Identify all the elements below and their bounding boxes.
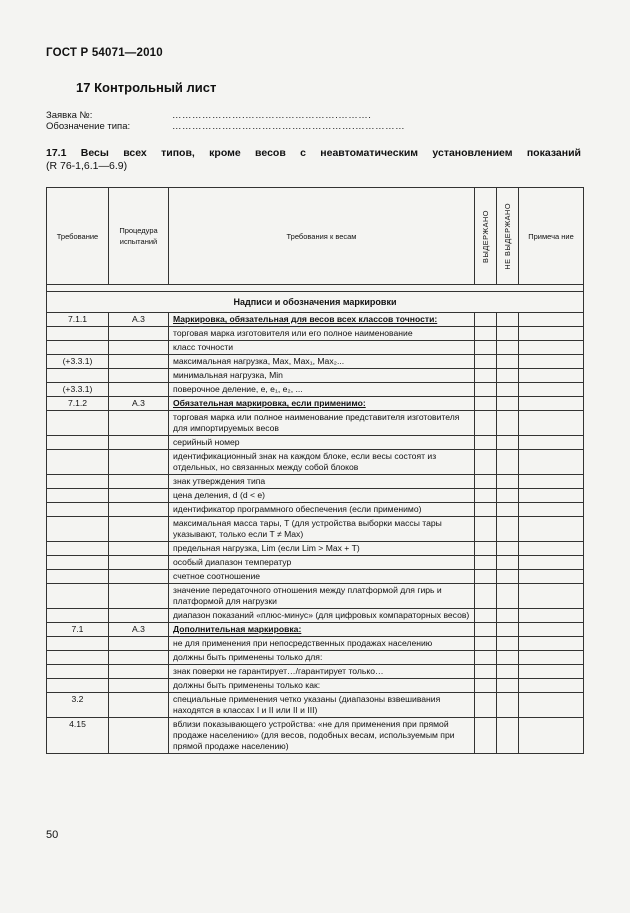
procedure-cell [109,665,169,679]
procedure-cell [109,355,169,369]
header-not-passed [497,188,519,285]
not-passed-cell[interactable] [497,651,519,665]
table-row [47,313,584,327]
note-cell[interactable] [519,503,584,517]
passed-cell[interactable] [475,651,497,665]
not-passed-cell[interactable] [497,436,519,450]
requirement-cell [47,679,109,693]
requirement-text-cell: счетное соотношение [169,570,475,584]
requirement-cell [47,651,109,665]
passed-cell[interactable] [475,475,497,489]
requirement-text-cell: максимальная масса тары, T (для устройства выборки массы тары указывают, только если T ≠ Max) [169,517,475,542]
requirement-cell: (+3.3.1) [47,383,109,397]
not-passed-cell[interactable] [497,637,519,651]
requirement-text-cell: идентификационный знак на каждом блоке, если весы состоят из отдельных, но связанных между собой блоков [169,450,475,475]
requirement-cell [47,570,109,584]
table-row [47,665,584,679]
not-passed-cell[interactable] [497,450,519,475]
header-note: Примеча ние [519,188,584,285]
passed-cell[interactable] [475,609,497,623]
requirement-text-cell: идентификатор программного обеспечения (если применимо) [169,503,475,517]
requirement-cell [47,584,109,609]
procedure-cell [109,503,169,517]
requirement-cell: 3.2 [47,693,109,718]
requirement-text-cell: не для применения при непосредственных продажах населению [169,637,475,651]
not-passed-cell[interactable] [497,503,519,517]
passed-cell[interactable] [475,383,497,397]
table-row [47,341,584,355]
requirement-cell: 4.15 [47,718,109,754]
requirement-text-cell: Обязательная маркировка, если применимо: [169,397,475,411]
note-cell[interactable] [519,489,584,503]
passed-cell[interactable] [475,665,497,679]
requirement-cell [47,475,109,489]
subtitle-word: установлением [432,147,513,159]
requirement-cell [47,542,109,556]
passed-cell[interactable] [475,355,497,369]
requirement-text-cell: Дополнительная маркировка: [169,623,475,637]
section-title: 17 Контрольный лист [76,80,217,95]
subsection-title-line1 [46,147,581,160]
note-cell[interactable] [519,570,584,584]
passed-cell[interactable] [475,584,497,609]
note-cell[interactable] [519,369,584,383]
subtitle-word: с [300,147,306,159]
procedure-cell [109,693,169,718]
subtitle-word: показаний [526,147,581,159]
not-passed-cell[interactable] [497,584,519,609]
passed-cell[interactable] [475,411,497,436]
requirement-text-cell: Маркировка, обязательная для весов всех классов точности: [169,313,475,327]
requirement-cell: (+3.3.1) [47,355,109,369]
not-passed-cell[interactable] [497,542,519,556]
note-cell[interactable] [519,313,584,327]
passed-cell[interactable] [475,327,497,341]
passed-cell[interactable] [475,556,497,570]
note-cell[interactable] [519,383,584,397]
passed-cell[interactable] [475,369,497,383]
table-row [47,679,584,693]
table-header-row [47,188,584,285]
requirement-text-cell: должны быть применены только для: [169,651,475,665]
table-row [47,397,584,411]
note-cell[interactable] [519,623,584,637]
note-cell[interactable] [519,609,584,623]
requirement-text-cell: специальные применения четко указаны (диапазоны взвешивания находятся в классах I и II или II и III) [169,693,475,718]
procedure-cell [109,584,169,609]
table-row [47,542,584,556]
header-procedure: Процедура испытаний [109,188,169,285]
not-passed-cell[interactable] [497,623,519,637]
header-passed-label: ВЫДЕРЖАНО [481,209,490,263]
requirement-text-cell: значение передаточного отношения между платформой для гирь и платформой для нагрузки [169,584,475,609]
spacer-row [47,285,584,292]
header-passed [475,188,497,285]
note-cell[interactable] [519,475,584,489]
procedure-cell [109,450,169,475]
note-cell[interactable] [519,411,584,436]
requirement-text-cell: знак поверки не гарантирует…/гарантирует только… [169,665,475,679]
procedure-cell [109,383,169,397]
note-cell[interactable] [519,517,584,542]
subtitle-word: весов [255,147,286,159]
procedure-cell [109,369,169,383]
table-row [47,411,584,436]
procedure-cell [109,411,169,436]
table-row [47,556,584,570]
document-id: ГОСТ Р 54071—2010 [46,47,163,59]
requirement-cell [47,637,109,651]
procedure-cell [109,542,169,556]
header-requirements-to-scales: Требования к весам [169,188,475,285]
table-row [47,651,584,665]
requirement-text-cell: предельная нагрузка, Lim (если Lim > Max + T) [169,542,475,556]
passed-cell[interactable] [475,517,497,542]
type-designation-field [46,121,406,132]
requirement-cell: 7.1.2 [47,397,109,411]
subtitle-word: 17.1 [46,147,67,159]
note-cell[interactable] [519,665,584,679]
subtitle-word: всех [123,147,147,159]
passed-cell[interactable] [475,450,497,475]
requirement-text-cell: серийный номер [169,436,475,450]
passed-cell[interactable] [475,637,497,651]
passed-cell[interactable] [475,570,497,584]
note-cell[interactable] [519,556,584,570]
requirement-cell: 7.1 [47,623,109,637]
procedure-cell [109,517,169,542]
not-passed-cell[interactable] [497,397,519,411]
table-row [47,637,584,651]
field-blank: ………………….……………………….………. [172,110,372,121]
requirement-cell [47,411,109,436]
note-cell[interactable] [519,450,584,475]
procedure-cell [109,651,169,665]
note-cell[interactable] [519,327,584,341]
note-cell[interactable] [519,436,584,450]
requirement-cell [47,665,109,679]
not-passed-cell[interactable] [497,609,519,623]
procedure-cell [109,489,169,503]
not-passed-cell[interactable] [497,517,519,542]
procedure-cell [109,327,169,341]
requirement-text-cell: поверочное деление, e, e₁, e₂, ... [169,383,475,397]
procedure-cell: А.3 [109,397,169,411]
table-row [47,327,584,341]
table-row [47,718,584,754]
procedure-cell [109,436,169,450]
not-passed-cell[interactable] [497,327,519,341]
requirement-text-cell: должны быть применены только как: [169,679,475,693]
requirement-text-cell: цена деления, d (d < e) [169,489,475,503]
requirement-cell [47,556,109,570]
requirement-cell [47,341,109,355]
not-passed-cell[interactable] [497,718,519,754]
passed-cell[interactable] [475,341,497,355]
subsection-title [46,147,581,173]
note-cell[interactable] [519,584,584,609]
table-row [47,570,584,584]
requirement-cell [47,489,109,503]
field-label: Заявка №: [46,110,93,121]
subtitle-word: типов, [161,147,195,159]
section-row [47,292,584,313]
field-blank: ……………………………………………….…………… [172,121,406,132]
procedure-cell [109,718,169,754]
requirement-cell [47,436,109,450]
not-passed-cell[interactable] [497,341,519,355]
requirement-text-cell: знак утверждения типа [169,475,475,489]
table-row [47,475,584,489]
not-passed-cell[interactable] [497,383,519,397]
note-cell[interactable] [519,693,584,718]
note-cell[interactable] [519,651,584,665]
note-cell[interactable] [519,718,584,754]
passed-cell[interactable] [475,489,497,503]
note-cell[interactable] [519,355,584,369]
header-requirement: Требование [47,188,109,285]
subsection-reference: (R 76-1,6.1—6.9) [46,160,128,172]
table-row [47,623,584,637]
note-cell[interactable] [519,341,584,355]
passed-cell[interactable] [475,693,497,718]
procedure-cell: А.3 [109,313,169,327]
note-cell[interactable] [519,397,584,411]
requirement-text-cell: торговая марка или полное наименование представителя изготовителя для импортируемых весов [169,411,475,436]
not-passed-cell[interactable] [497,570,519,584]
requirement-text-cell: класс точности [169,341,475,355]
procedure-cell [109,341,169,355]
requirement-text-cell: особый диапазон температур [169,556,475,570]
header-not-passed-label: НЕ ВЫДЕРЖАНО [503,202,512,270]
requirement-cell: 7.1.1 [47,313,109,327]
table-row [47,436,584,450]
procedure-cell [109,475,169,489]
field-label: Обозначение типа: [46,121,131,132]
not-passed-cell[interactable] [497,355,519,369]
table-row [47,609,584,623]
not-passed-cell[interactable] [497,411,519,436]
not-passed-cell[interactable] [497,313,519,327]
passed-cell[interactable] [475,718,497,754]
procedure-cell [109,679,169,693]
table-row [47,517,584,542]
passed-cell[interactable] [475,623,497,637]
requirement-text-cell: минимальная нагрузка, Min [169,369,475,383]
table-row [47,503,584,517]
subtitle-word: Весы [80,147,109,159]
note-cell[interactable] [519,542,584,556]
procedure-cell [109,609,169,623]
requirement-cell [47,369,109,383]
checklist-table [46,187,584,754]
not-passed-cell[interactable] [497,556,519,570]
subtitle-word: неавтоматическим [320,147,419,159]
requirement-text-cell: вблизи показывающего устройства: «не для применения при прямой продаже населению» (для весов, подобных весам, используемым при прямой продаже населению) [169,718,475,754]
table-row [47,383,584,397]
table-row [47,355,584,369]
requirement-text-cell: максимальная нагрузка, Max, Max₁, Max₂... [169,355,475,369]
not-passed-cell[interactable] [497,693,519,718]
procedure-cell [109,637,169,651]
table-row [47,489,584,503]
not-passed-cell[interactable] [497,369,519,383]
requirement-cell [47,517,109,542]
requirement-cell [47,609,109,623]
procedure-cell [109,570,169,584]
note-cell[interactable] [519,679,584,693]
not-passed-cell[interactable] [497,475,519,489]
table-row [47,584,584,609]
procedure-cell: А.3 [109,623,169,637]
passed-cell[interactable] [475,679,497,693]
procedure-cell [109,556,169,570]
passed-cell[interactable] [475,436,497,450]
requirement-cell [47,327,109,341]
section-row-label: Надписи и обозначения маркировки [47,292,584,313]
table-row [47,369,584,383]
not-passed-cell[interactable] [497,665,519,679]
note-cell[interactable] [519,637,584,651]
requirement-cell [47,450,109,475]
passed-cell[interactable] [475,542,497,556]
table-row [47,450,584,475]
not-passed-cell[interactable] [497,679,519,693]
passed-cell[interactable] [475,397,497,411]
requirement-cell [47,503,109,517]
application-number-field [46,110,372,121]
subtitle-word: кроме [209,147,241,159]
table-row [47,693,584,718]
passed-cell[interactable] [475,313,497,327]
not-passed-cell[interactable] [497,489,519,503]
page-number: 50 [46,829,59,841]
passed-cell[interactable] [475,503,497,517]
requirement-text-cell: торговая марка изготовителя или его полное наименование [169,327,475,341]
requirement-text-cell: диапазон показаний «плюс-минус» (для цифровых компараторных весов) [169,609,475,623]
